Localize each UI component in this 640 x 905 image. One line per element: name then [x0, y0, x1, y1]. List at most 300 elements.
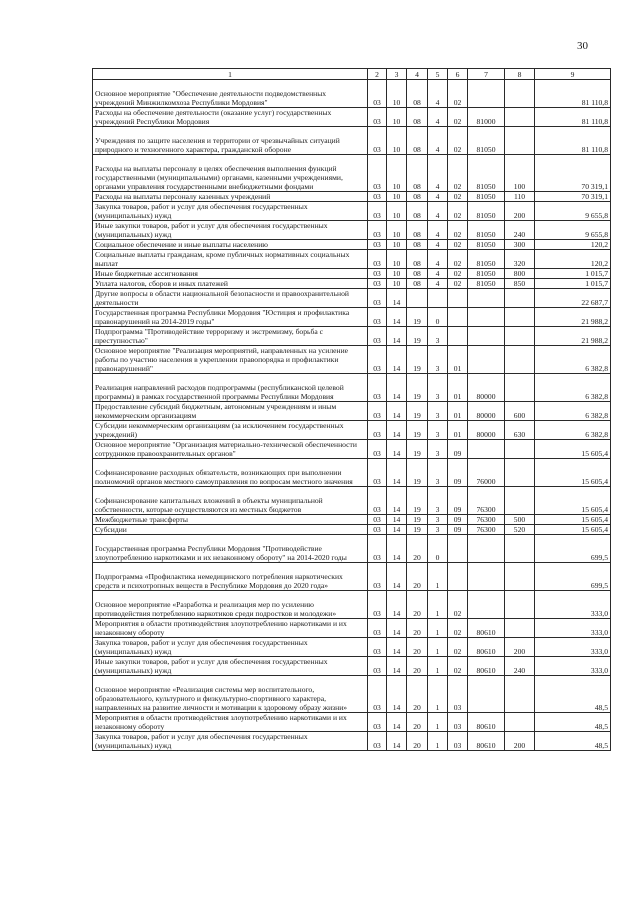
- cell-kbk5: 02: [448, 155, 468, 192]
- cell-kbk6: 81050: [468, 269, 505, 279]
- table-row: [93, 619, 611, 638]
- cell-kbk1: 03: [368, 155, 387, 192]
- table-row: [93, 525, 611, 535]
- cell-kbk5: 02: [448, 240, 468, 250]
- table-row: [93, 459, 611, 487]
- cell-kbk4: 3: [428, 487, 448, 515]
- cell-kbk1: 03: [368, 240, 387, 250]
- cell-vr: 110: [505, 192, 535, 202]
- table-row: [93, 250, 611, 269]
- cell-kbk4: 1: [428, 638, 448, 657]
- cell-kbk6: 81050: [468, 221, 505, 240]
- table-row: [93, 374, 611, 402]
- cell-name: Подпрограмма «Профилактика немедицинского потребления наркотических средств и психотропных веществ в Республике Мордовия до 2020 года»: [93, 563, 368, 591]
- cell-name: Закупка товаров, работ и услуг для обеспечения государственных (муниципальных) нужд: [93, 732, 368, 751]
- cell-kbk1: 03: [368, 402, 387, 421]
- cell-kbk6: 80000: [468, 421, 505, 440]
- cell-kbk3: 19: [407, 487, 428, 515]
- cell-kbk4: 4: [428, 108, 448, 127]
- cell-amount: 21 988,2: [535, 327, 611, 346]
- cell-kbk2: 14: [387, 535, 407, 563]
- cell-kbk3: 20: [407, 657, 428, 676]
- cell-kbk3: 08: [407, 80, 428, 108]
- cell-kbk3: 20: [407, 563, 428, 591]
- cell-name: Уплата налогов, сборов и иных платежей: [93, 279, 368, 289]
- cell-name: Субсидии некоммерческим организациям (за исключением государственных учреждений): [93, 421, 368, 440]
- cell-kbk5: [448, 308, 468, 327]
- cell-kbk3: 19: [407, 421, 428, 440]
- table-header-row: [93, 69, 611, 80]
- cell-kbk5: 01: [448, 402, 468, 421]
- cell-name: Иные закупки товаров, работ и услуг для обеспечения государственных (муниципальных) нужд: [93, 221, 368, 240]
- cell-kbk6: [468, 676, 505, 713]
- cell-kbk6: [468, 535, 505, 563]
- cell-kbk5: [448, 327, 468, 346]
- cell-kbk6: 80610: [468, 713, 505, 732]
- cell-amount: 6 382,8: [535, 402, 611, 421]
- cell-kbk1: 03: [368, 591, 387, 619]
- cell-kbk5: 03: [448, 676, 468, 713]
- cell-amount: 81 110,8: [535, 80, 611, 108]
- cell-kbk5: 02: [448, 192, 468, 202]
- cell-amount: 9 655,8: [535, 221, 611, 240]
- cell-name: Иные закупки товаров, работ и услуг для обеспечения государственных (муниципальных) нужд: [93, 657, 368, 676]
- cell-kbk3: 19: [407, 440, 428, 459]
- cell-amount: 1 015,7: [535, 269, 611, 279]
- cell-kbk6: 81050: [468, 155, 505, 192]
- cell-kbk6: 81050: [468, 250, 505, 269]
- cell-kbk1: 03: [368, 202, 387, 221]
- cell-vr: [505, 346, 535, 374]
- cell-kbk5: 09: [448, 440, 468, 459]
- cell-kbk5: 09: [448, 515, 468, 525]
- cell-name: Расходы на выплаты персоналу в целях обеспечения выполнения функций государственными (муниципальными) органами, казенными учреждениями, органами управления государственными внебюджетными фондами: [93, 155, 368, 192]
- cell-kbk4: 0: [428, 535, 448, 563]
- table-row: [93, 440, 611, 459]
- cell-kbk5: 02: [448, 221, 468, 240]
- cell-kbk5: 02: [448, 619, 468, 638]
- cell-kbk4: 0: [428, 308, 448, 327]
- column-header-6: 6: [448, 69, 468, 80]
- cell-vr: 300: [505, 240, 535, 250]
- cell-name: Основное мероприятие «Реализация системы мер воспитательного, образовательного, культурного и физкультурно-спортивного характера, направленных на развитие личности и мотивации к здоровому образу жизни»: [93, 676, 368, 713]
- cell-kbk3: 08: [407, 108, 428, 127]
- cell-kbk1: 03: [368, 619, 387, 638]
- cell-kbk5: 02: [448, 202, 468, 221]
- cell-name: Социальные выплаты гражданам, кроме публичных нормативных социальных выплат: [93, 250, 368, 269]
- cell-kbk4: 4: [428, 240, 448, 250]
- cell-kbk2: 14: [387, 515, 407, 525]
- cell-kbk6: 80610: [468, 638, 505, 657]
- cell-amount: 699,5: [535, 535, 611, 563]
- cell-kbk3: 19: [407, 459, 428, 487]
- table-row: [93, 402, 611, 421]
- cell-kbk4: 3: [428, 525, 448, 535]
- cell-vr: [505, 327, 535, 346]
- cell-kbk3: [407, 289, 428, 308]
- cell-kbk3: 19: [407, 327, 428, 346]
- cell-kbk4: 1: [428, 713, 448, 732]
- cell-kbk3: 19: [407, 525, 428, 535]
- cell-vr: 240: [505, 221, 535, 240]
- table-row: [93, 279, 611, 289]
- cell-kbk3: 19: [407, 402, 428, 421]
- cell-kbk3: 08: [407, 269, 428, 279]
- cell-amount: 15 605,4: [535, 525, 611, 535]
- table-row: [93, 221, 611, 240]
- cell-name: Основное мероприятие "Реализация мероприятий, направленных на усиление работы по участию населения в укреплении правопорядка и профилактики правонарушений": [93, 346, 368, 374]
- cell-amount: 15 605,4: [535, 440, 611, 459]
- cell-kbk1: 03: [368, 327, 387, 346]
- cell-vr: 520: [505, 525, 535, 535]
- cell-kbk5: 01: [448, 421, 468, 440]
- table-row: [93, 127, 611, 155]
- cell-kbk6: 76300: [468, 487, 505, 515]
- cell-kbk5: [448, 289, 468, 308]
- cell-kbk2: 14: [387, 346, 407, 374]
- cell-kbk4: 1: [428, 676, 448, 713]
- cell-vr: [505, 619, 535, 638]
- cell-vr: [505, 440, 535, 459]
- page-number: 30: [577, 40, 588, 52]
- cell-vr: 500: [505, 515, 535, 525]
- cell-vr: 200: [505, 732, 535, 751]
- cell-kbk2: 14: [387, 374, 407, 402]
- cell-kbk4: 3: [428, 402, 448, 421]
- cell-kbk5: 09: [448, 525, 468, 535]
- cell-kbk4: 3: [428, 421, 448, 440]
- cell-amount: 70 319,1: [535, 155, 611, 192]
- cell-kbk1: 03: [368, 515, 387, 525]
- cell-kbk4: [428, 289, 448, 308]
- cell-kbk3: 19: [407, 308, 428, 327]
- column-header-2: 2: [368, 69, 387, 80]
- cell-kbk5: 02: [448, 638, 468, 657]
- cell-name: Учреждения по защите населения и территории от чрезвычайных ситуаций природного и техногенного характера, гражданской обороне: [93, 127, 368, 155]
- cell-kbk6: 80610: [468, 657, 505, 676]
- cell-kbk1: 03: [368, 279, 387, 289]
- cell-kbk6: 81050: [468, 202, 505, 221]
- cell-name: Государственная программа Республики Мордовия "Юстиция и профилактика правонарушений на 2014-2019 годы": [93, 308, 368, 327]
- cell-kbk6: 76300: [468, 515, 505, 525]
- cell-kbk5: 03: [448, 732, 468, 751]
- cell-kbk3: 20: [407, 591, 428, 619]
- cell-amount: 48,5: [535, 713, 611, 732]
- column-header-5: 5: [428, 69, 448, 80]
- cell-kbk3: 19: [407, 374, 428, 402]
- cell-vr: [505, 591, 535, 619]
- table-row: [93, 327, 611, 346]
- cell-kbk4: 1: [428, 657, 448, 676]
- cell-kbk6: [468, 346, 505, 374]
- cell-amount: 22 687,7: [535, 289, 611, 308]
- cell-kbk5: 02: [448, 269, 468, 279]
- table-row: [93, 638, 611, 657]
- cell-kbk4: 3: [428, 374, 448, 402]
- cell-name: Межбюджетные трансферты: [93, 515, 368, 525]
- cell-vr: [505, 108, 535, 127]
- cell-amount: 81 110,8: [535, 108, 611, 127]
- cell-vr: [505, 127, 535, 155]
- cell-kbk3: 20: [407, 535, 428, 563]
- cell-kbk3: 20: [407, 619, 428, 638]
- cell-kbk4: 4: [428, 202, 448, 221]
- cell-amount: 15 605,4: [535, 487, 611, 515]
- cell-kbk6: [468, 591, 505, 619]
- table-row: [93, 713, 611, 732]
- cell-kbk2: 14: [387, 676, 407, 713]
- cell-kbk4: 4: [428, 279, 448, 289]
- cell-kbk1: 03: [368, 525, 387, 535]
- cell-kbk4: 1: [428, 619, 448, 638]
- cell-kbk2: 14: [387, 732, 407, 751]
- cell-kbk1: 03: [368, 535, 387, 563]
- cell-vr: [505, 459, 535, 487]
- cell-kbk6: 81050: [468, 240, 505, 250]
- table-row: [93, 240, 611, 250]
- cell-kbk6: [468, 327, 505, 346]
- cell-amount: 15 605,4: [535, 459, 611, 487]
- cell-amount: 120,2: [535, 250, 611, 269]
- table-row: [93, 421, 611, 440]
- cell-name: Основное мероприятие "Обеспечение деятельности подведомственных учреждений Минжилкомхоза Республики Мордовия": [93, 80, 368, 108]
- cell-kbk2: 14: [387, 459, 407, 487]
- cell-kbk5: 09: [448, 459, 468, 487]
- cell-kbk5: [448, 535, 468, 563]
- cell-kbk3: 08: [407, 240, 428, 250]
- cell-kbk5: 01: [448, 346, 468, 374]
- cell-amount: 70 319,1: [535, 192, 611, 202]
- cell-kbk6: [468, 440, 505, 459]
- cell-vr: [505, 535, 535, 563]
- cell-vr: [505, 563, 535, 591]
- table-row: [93, 155, 611, 192]
- cell-name: Предоставление субсидий бюджетным, автономным учреждениям и иным некоммерческим организациям: [93, 402, 368, 421]
- cell-kbk5: 01: [448, 374, 468, 402]
- cell-name: Субсидии: [93, 525, 368, 535]
- cell-kbk1: 03: [368, 563, 387, 591]
- cell-name: Другие вопросы в области национальной безопасности и правоохранительной деятельности: [93, 289, 368, 308]
- cell-vr: 600: [505, 402, 535, 421]
- column-header-7: 7: [468, 69, 505, 80]
- cell-amount: 333,0: [535, 619, 611, 638]
- table-body: [93, 80, 611, 751]
- table-row: [93, 269, 611, 279]
- cell-kbk4: 3: [428, 327, 448, 346]
- cell-kbk1: 03: [368, 289, 387, 308]
- cell-name: Мероприятия в области противодействия злоупотреблению наркотиками и их незаконному обороту: [93, 619, 368, 638]
- cell-vr: 320: [505, 250, 535, 269]
- cell-kbk1: 03: [368, 127, 387, 155]
- cell-kbk2: 14: [387, 525, 407, 535]
- cell-name: Реализация направлений расходов подпрограммы (республиканской целевой программы) в рамках государственной программы Республики Мордовия: [93, 374, 368, 402]
- table-row: [93, 108, 611, 127]
- cell-kbk2: 10: [387, 240, 407, 250]
- column-header-4: 4: [407, 69, 428, 80]
- cell-kbk1: 03: [368, 250, 387, 269]
- cell-vr: [505, 713, 535, 732]
- column-header-3: 3: [387, 69, 407, 80]
- cell-vr: 630: [505, 421, 535, 440]
- cell-vr: 850: [505, 279, 535, 289]
- cell-vr: [505, 374, 535, 402]
- table-row: [93, 202, 611, 221]
- cell-kbk5: 02: [448, 279, 468, 289]
- cell-name: Расходы на обеспечение деятельности (оказание услуг) государственных учреждений Республики Мордовия: [93, 108, 368, 127]
- cell-kbk6: 81000: [468, 108, 505, 127]
- cell-vr: [505, 676, 535, 713]
- cell-name: Государственная программа Республики Мордовия "Противодействие злоупотреблению наркотиками и их незаконному обороту" на 2014-2020 годы: [93, 535, 368, 563]
- cell-kbk6: 80000: [468, 374, 505, 402]
- cell-kbk5: 02: [448, 591, 468, 619]
- table-row: [93, 80, 611, 108]
- cell-kbk1: 03: [368, 732, 387, 751]
- cell-kbk6: [468, 80, 505, 108]
- cell-vr: [505, 80, 535, 108]
- cell-name: Софинансирование капитальных вложений в объекты муниципальной собственности, которые осуществляются из местных бюджетов: [93, 487, 368, 515]
- cell-kbk3: 08: [407, 202, 428, 221]
- cell-vr: 240: [505, 657, 535, 676]
- cell-kbk6: 80610: [468, 732, 505, 751]
- cell-kbk2: 10: [387, 221, 407, 240]
- cell-kbk3: 19: [407, 346, 428, 374]
- cell-kbk1: 03: [368, 676, 387, 713]
- cell-amount: 333,0: [535, 591, 611, 619]
- cell-kbk6: 81050: [468, 192, 505, 202]
- cell-kbk1: 03: [368, 374, 387, 402]
- cell-kbk5: 02: [448, 657, 468, 676]
- cell-kbk4: 3: [428, 515, 448, 525]
- cell-kbk2: 14: [387, 421, 407, 440]
- column-header-9: 9: [535, 69, 611, 80]
- cell-kbk1: 03: [368, 713, 387, 732]
- cell-kbk3: 20: [407, 713, 428, 732]
- table-row: [93, 535, 611, 563]
- cell-kbk4: 1: [428, 591, 448, 619]
- table-row: [93, 346, 611, 374]
- cell-kbk2: 10: [387, 80, 407, 108]
- cell-kbk2: 14: [387, 591, 407, 619]
- cell-kbk3: 20: [407, 676, 428, 713]
- cell-kbk3: 08: [407, 192, 428, 202]
- cell-kbk2: 10: [387, 269, 407, 279]
- cell-vr: [505, 308, 535, 327]
- cell-vr: 200: [505, 638, 535, 657]
- cell-kbk6: 80610: [468, 619, 505, 638]
- cell-kbk4: 4: [428, 127, 448, 155]
- cell-amount: 15 605,4: [535, 515, 611, 525]
- cell-kbk1: 03: [368, 638, 387, 657]
- cell-kbk4: 4: [428, 155, 448, 192]
- cell-kbk2: 14: [387, 487, 407, 515]
- cell-kbk4: 4: [428, 250, 448, 269]
- cell-amount: 333,0: [535, 638, 611, 657]
- cell-kbk5: 03: [448, 713, 468, 732]
- cell-kbk1: 03: [368, 346, 387, 374]
- cell-name: Основное мероприятие «Разработка и реализация мер по усилению противодействия потреблению наркотиков среди подростков и молодежи»: [93, 591, 368, 619]
- table-row: [93, 591, 611, 619]
- cell-kbk2: 10: [387, 192, 407, 202]
- cell-kbk5: [448, 563, 468, 591]
- cell-kbk1: 03: [368, 421, 387, 440]
- cell-vr: 100: [505, 155, 535, 192]
- cell-kbk2: 10: [387, 279, 407, 289]
- table-row: [93, 487, 611, 515]
- cell-kbk2: 14: [387, 289, 407, 308]
- cell-amount: 1 015,7: [535, 279, 611, 289]
- cell-amount: 6 382,8: [535, 421, 611, 440]
- cell-kbk3: 20: [407, 732, 428, 751]
- cell-kbk5: 02: [448, 127, 468, 155]
- cell-kbk4: 4: [428, 192, 448, 202]
- cell-kbk4: 1: [428, 732, 448, 751]
- column-header-1: 1: [93, 69, 368, 80]
- cell-kbk2: 14: [387, 327, 407, 346]
- cell-kbk6: 80000: [468, 402, 505, 421]
- table-row: [93, 563, 611, 591]
- table-row: [93, 676, 611, 713]
- cell-kbk1: 03: [368, 487, 387, 515]
- cell-kbk3: 08: [407, 221, 428, 240]
- table-row: [93, 657, 611, 676]
- cell-amount: 699,5: [535, 563, 611, 591]
- cell-kbk1: 03: [368, 440, 387, 459]
- table-row: [93, 308, 611, 327]
- cell-vr: [505, 487, 535, 515]
- cell-kbk1: 03: [368, 308, 387, 327]
- cell-amount: 120,2: [535, 240, 611, 250]
- table-row: [93, 515, 611, 525]
- cell-kbk2: 10: [387, 202, 407, 221]
- cell-kbk1: 03: [368, 459, 387, 487]
- cell-kbk4: 4: [428, 80, 448, 108]
- column-header-8: 8: [505, 69, 535, 80]
- cell-kbk2: 10: [387, 127, 407, 155]
- cell-kbk6: [468, 563, 505, 591]
- cell-vr: 800: [505, 269, 535, 279]
- cell-kbk6: 81050: [468, 279, 505, 289]
- cell-kbk2: 14: [387, 657, 407, 676]
- cell-name: Основное мероприятие "Организация материально-технической обеспеченности сотрудников правоохранительных органов": [93, 440, 368, 459]
- table-row: [93, 289, 611, 308]
- cell-kbk6: [468, 308, 505, 327]
- cell-name: Подпрограмма "Противодействие терроризму и экстремизму, борьба с преступностью": [93, 327, 368, 346]
- cell-kbk6: 76300: [468, 525, 505, 535]
- cell-kbk4: 3: [428, 440, 448, 459]
- cell-kbk6: [468, 289, 505, 308]
- cell-kbk1: 03: [368, 269, 387, 279]
- cell-kbk1: 03: [368, 80, 387, 108]
- cell-kbk5: 09: [448, 487, 468, 515]
- cell-name: Закупка товаров, работ и услуг для обеспечения государственных (муниципальных) нужд: [93, 202, 368, 221]
- cell-kbk1: 03: [368, 657, 387, 676]
- cell-vr: 200: [505, 202, 535, 221]
- cell-kbk6: 76000: [468, 459, 505, 487]
- cell-kbk3: 08: [407, 155, 428, 192]
- cell-amount: 6 382,8: [535, 374, 611, 402]
- cell-kbk4: 3: [428, 346, 448, 374]
- cell-amount: 81 110,8: [535, 127, 611, 155]
- cell-kbk4: 4: [428, 221, 448, 240]
- cell-amount: 21 988,2: [535, 308, 611, 327]
- cell-kbk3: 19: [407, 515, 428, 525]
- cell-vr: [505, 289, 535, 308]
- cell-kbk5: 02: [448, 108, 468, 127]
- cell-kbk2: 14: [387, 402, 407, 421]
- cell-amount: 6 382,8: [535, 346, 611, 374]
- cell-amount: 48,5: [535, 732, 611, 751]
- cell-kbk1: 03: [368, 221, 387, 240]
